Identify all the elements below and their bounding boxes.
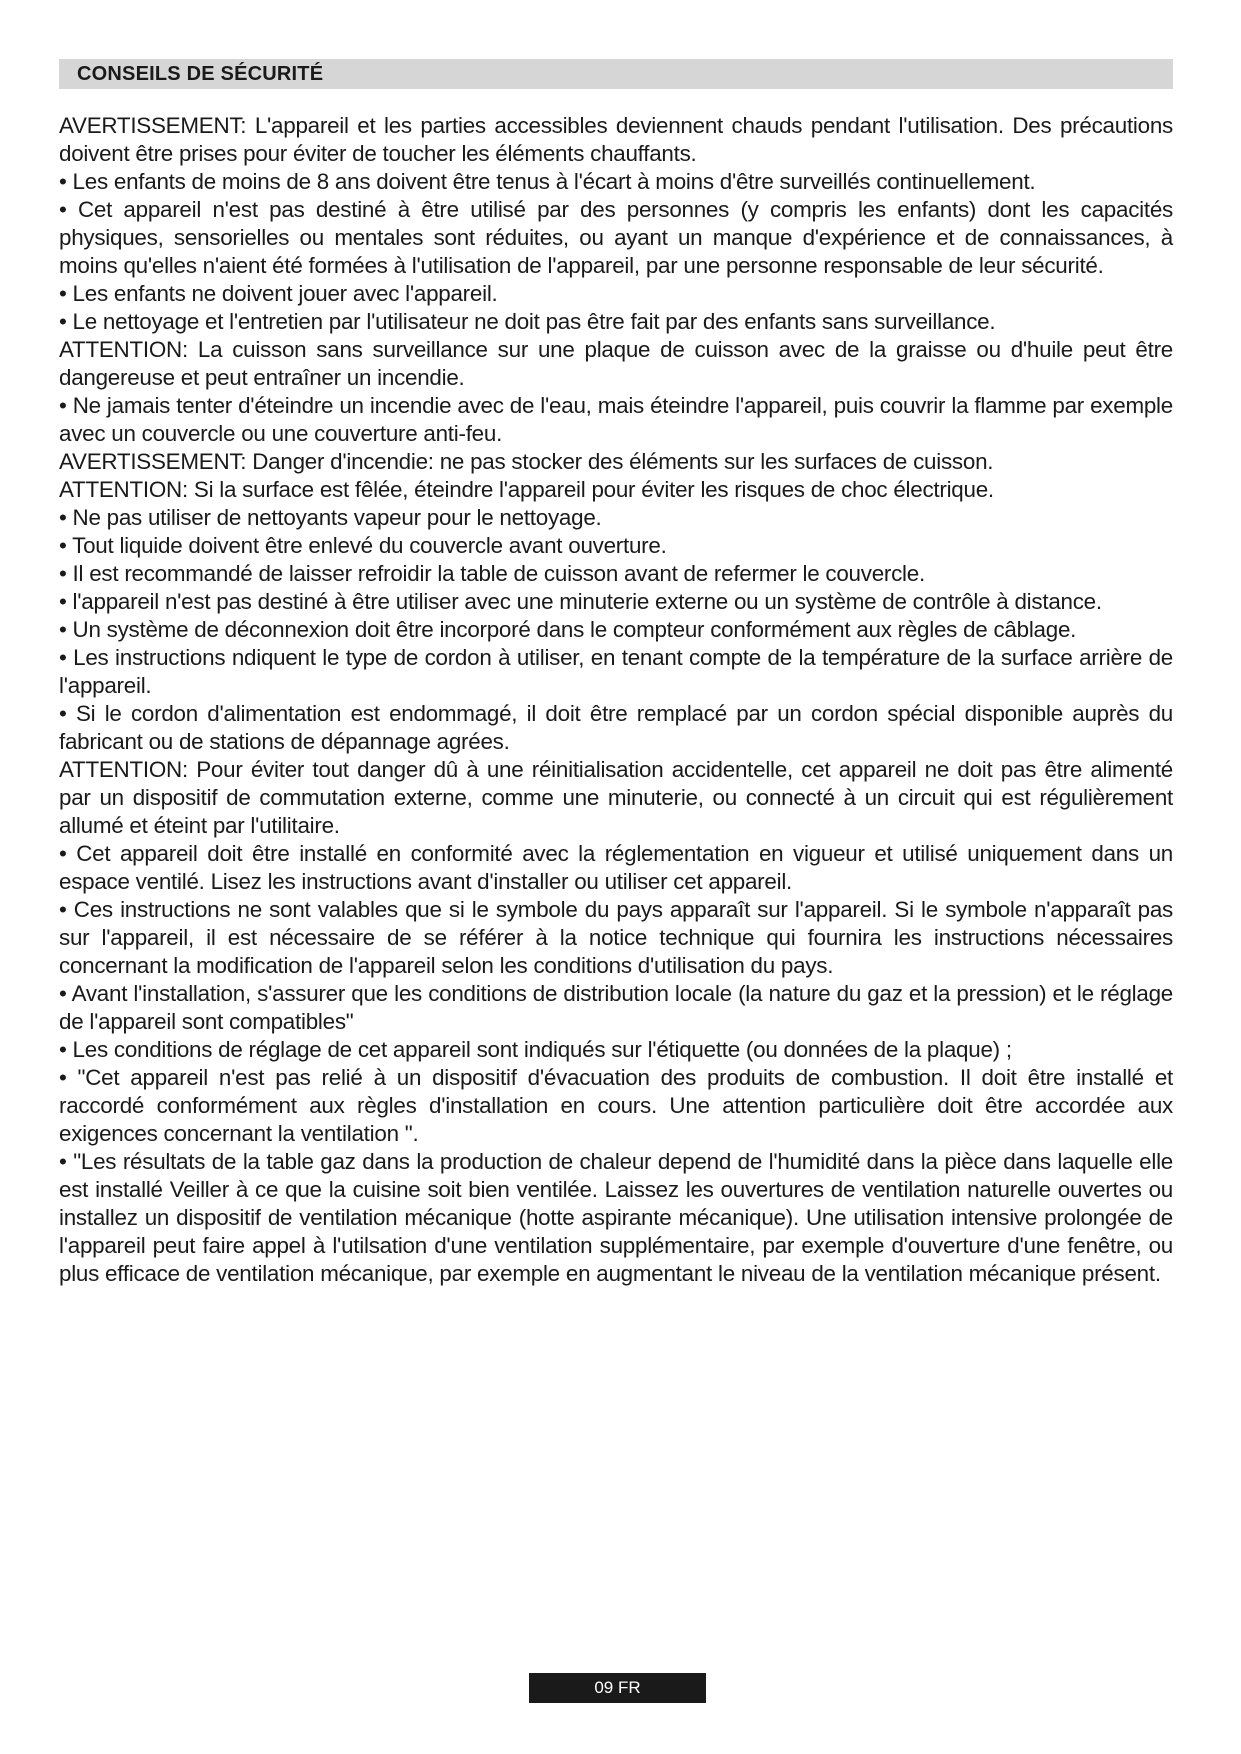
paragraph-15: • Les instructions ndiquent le type de cordon à utiliser, en tenant compte de la température de la surface arrière de l'appareil.: [59, 645, 1173, 698]
safety-instructions: [59, 112, 1173, 1288]
paragraph-11: • Tout liquide doivent être enlevé du couvercle avant ouverture.: [59, 533, 667, 558]
paragraph-14: • Un système de déconnexion doit être incorporé dans le compteur conformément aux règles de câblage.: [59, 617, 1077, 642]
paragraph-17: ATTENTION: Pour éviter tout danger dû à une réinitialisation accidentelle, cet appareil ne doit pas être alimenté par un dispositif de commutation externe, comme une minuterie, ou connecté à un circuit qui est régulièrement allumé et éteint par l'utilitaire.: [59, 757, 1173, 838]
paragraph-3: • Cet appareil n'est pas destiné à être utilisé par des personnes (y compris les enfants) dont les capacités physiques, sensorielles ou mentales sont réduites, ou ayant un manque d'expérience et de connaissances, à moins qu'elles n'aient été formées à l'utilisation de l'appareil, par une personne responsable de leur sécurité.: [59, 197, 1173, 278]
document-page: [59, 59, 1173, 1288]
page-number: 09 FR: [529, 1673, 706, 1703]
paragraph-4: • Les enfants ne doivent jouer avec l'appareil.: [59, 281, 498, 306]
paragraph-8: AVERTISSEMENT: Danger d'incendie: ne pas stocker des éléments sur les surfaces de cuisson.: [59, 449, 994, 474]
paragraph-22: • "Cet appareil n'est pas relié à un dispositif d'évacuation des produits de combustion. Il doit être installé et raccordé conformément aux règles d'installation en cours. Une attention particulière doit être accordée aux exigences concernant la ventilation ".: [59, 1065, 1173, 1146]
paragraph-19: • Ces instructions ne sont valables que si le symbole du pays apparaît sur l'appareil. Si le symbole n'apparaît pas sur l'appareil, il est nécessaire de se référer à la notice technique qui fournira les instructions nécessaires concernant la modification de l'appareil selon les conditions d'utilisation du pays.: [59, 897, 1173, 978]
paragraph-12: • Il est recommandé de laisser refroidir la table de cuisson avant de refermer le couvercle.: [59, 561, 925, 586]
section-title: CONSEILS DE SÉCURITÉ: [59, 59, 1173, 89]
paragraph-16: • Si le cordon d'alimentation est endommagé, il doit être remplacé par un cordon spécial disponible auprès du fabricant ou de stations de dépannage agrées.: [59, 701, 1173, 754]
paragraph-6: ATTENTION: La cuisson sans surveillance sur une plaque de cuisson avec de la graisse ou d'huile peut être dangereuse et peut entraîner un incendie.: [59, 337, 1173, 390]
paragraph-13: • l'appareil n'est pas destiné à être utiliser avec une minuterie externe ou un système de contrôle à distance.: [59, 589, 1102, 614]
paragraph-10: • Ne pas utiliser de nettoyants vapeur pour le nettoyage.: [59, 505, 602, 530]
paragraph-20: • Avant l'installation, s'assurer que les conditions de distribution locale (la nature du gaz et la pression) et le réglage de l'appareil sont compatibles": [59, 981, 1173, 1034]
paragraph-23: • "Les résultats de la table gaz dans la production de chaleur depend de l'humidité dans la pièce dans laquelle elle est installé Veiller à ce que la cuisine soit bien ventilée. Laissez les ouvertures de ventilation naturelle ouvertes ou installez un dispositif de ventilation mécanique (hotte aspirante mécanique). Une utilisation intensive prolongée de l'appareil peut faire appel à l'utilsation d'une ventilation supplémentaire, par exemple d'ouverture d'une fenêtre, ou plus efficace de ventilation mécanique, par exemple en augmentant le niveau de la ventilation mécanique présent.: [59, 1149, 1173, 1286]
paragraph-9: ATTENTION: Si la surface est fêlée, éteindre l'appareil pour éviter les risques de choc électrique.: [59, 477, 994, 502]
paragraph-21: • Les conditions de réglage de cet appareil sont indiqués sur l'étiquette (ou données de la plaque) ;: [59, 1037, 1012, 1062]
paragraph-1: AVERTISSEMENT: L'appareil et les parties accessibles deviennent chauds pendant l'utilisation. Des précautions doivent être prises pour éviter de toucher les éléments chauffants.: [59, 113, 1173, 166]
paragraph-2: • Les enfants de moins de 8 ans doivent être tenus à l'écart à moins d'être surveillés continuellement.: [59, 169, 1036, 194]
paragraph-5: • Le nettoyage et l'entretien par l'utilisateur ne doit pas être fait par des enfants sans surveillance.: [59, 309, 996, 334]
paragraph-18: • Cet appareil doit être installé en conformité avec la réglementation en vigueur et utilisé uniquement dans un espace ventilé. Lisez les instructions avant d'installer ou utiliser cet appareil.: [59, 841, 1173, 894]
paragraph-7: • Ne jamais tenter d'éteindre un incendie avec de l'eau, mais éteindre l'appareil, puis couvrir la flamme par exemple avec un couvercle ou une couverture anti-feu.: [59, 393, 1173, 446]
